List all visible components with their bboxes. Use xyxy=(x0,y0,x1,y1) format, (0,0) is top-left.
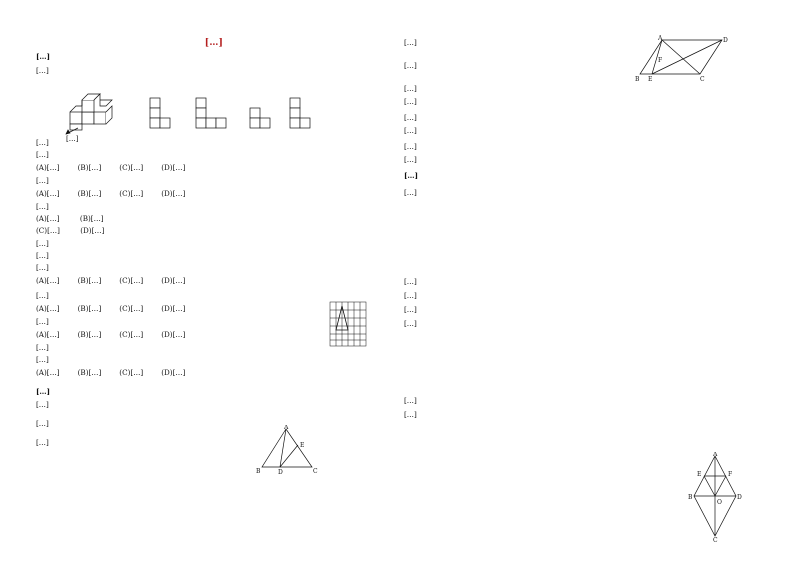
q2-choice-d: (D)[…] xyxy=(161,163,186,172)
tri-label-e: E xyxy=(300,442,305,449)
section-3-heading: […] xyxy=(404,171,418,180)
para-label-a: A xyxy=(658,35,663,42)
section-2-heading: […] xyxy=(36,387,50,396)
q2-choice-b: (B)[…] xyxy=(77,163,102,172)
question-7: […] xyxy=(36,317,49,326)
q7-choice-c: (C)[…] xyxy=(119,330,144,339)
question-11: […] xyxy=(36,438,49,447)
question-10: […] xyxy=(36,419,49,428)
tri-label-d: D xyxy=(278,469,283,475)
tri-label-b: B xyxy=(256,468,261,475)
question-5-line-1: […] xyxy=(36,239,49,248)
q4-choices-row-1 xyxy=(36,214,392,223)
q2-choice-a: (A)[…] xyxy=(36,163,60,172)
para-label-b: B xyxy=(635,76,640,82)
q8-choice-d: (D)[…] xyxy=(161,368,186,377)
q6-choice-d: (D)[…] xyxy=(161,304,186,313)
q3-choice-b: (B)[…] xyxy=(77,189,102,198)
rhombus-label-c: C xyxy=(713,537,718,542)
option-a-figure xyxy=(150,98,170,128)
question-2-line-2: […] xyxy=(36,150,49,159)
q4-choice-c: (C)[…] xyxy=(36,226,60,235)
option-d-figure xyxy=(290,98,310,128)
q8-choice-c: (C)[…] xyxy=(119,368,144,377)
q4-choice-b: (B)[…] xyxy=(79,214,104,223)
question-2-line-1: […] xyxy=(36,138,49,147)
q14-parallelogram-figure xyxy=(630,34,730,82)
rhombus-label-a: A xyxy=(713,452,718,458)
question-1: […] xyxy=(36,66,49,75)
option-b-figure xyxy=(196,98,226,128)
tri-label-c: C xyxy=(313,468,318,475)
q5-choice-a: (A)[…] xyxy=(36,276,60,285)
question-15-line-1: […] xyxy=(404,113,417,122)
q19-rhombus-figure xyxy=(688,452,742,542)
question-15-line-2: […] xyxy=(404,126,417,135)
question-9: […] xyxy=(36,400,49,409)
question-18-line-3: […] xyxy=(404,305,417,314)
q5-choice-d: (D)[…] xyxy=(161,276,186,285)
rhombus-label-f: F xyxy=(728,471,733,478)
q7-choice-d: (D)[…] xyxy=(161,330,186,339)
question-19-line-1: […] xyxy=(404,396,417,405)
question-16-line-1: […] xyxy=(404,142,417,151)
q5-grid-figure xyxy=(328,300,368,348)
q5-choice-c: (C)[…] xyxy=(119,276,144,285)
question-18-line-4: […] xyxy=(404,319,417,328)
question-4: […] xyxy=(36,202,49,211)
question-3: […] xyxy=(36,176,49,185)
q3-choice-d: (D)[…] xyxy=(161,189,186,198)
rhombus-label-d: D xyxy=(737,494,742,501)
page-title: […] xyxy=(204,38,224,48)
cube-solid-figure xyxy=(66,94,112,134)
q8-choice-b: (B)[…] xyxy=(77,368,102,377)
question-14-line-2: […] xyxy=(404,97,417,106)
q8-choice-a: (A)[…] xyxy=(36,368,60,377)
q3-choices xyxy=(36,189,392,198)
para-label-c: C xyxy=(700,76,705,82)
q4-choice-a: (A)[…] xyxy=(36,214,60,223)
question-19-line-2: […] xyxy=(404,410,417,419)
q2-choice-c: (C)[…] xyxy=(119,163,144,172)
rhombus-label-b: B xyxy=(688,494,693,501)
question-18-line-2: […] xyxy=(404,291,417,300)
q6-choice-c: (C)[…] xyxy=(119,304,144,313)
question-12: […] xyxy=(404,38,417,47)
q5-choice-b: (B)[…] xyxy=(77,276,102,285)
q3-choice-c: (C)[…] xyxy=(119,189,144,198)
para-label-f: F xyxy=(658,57,663,64)
question-5-line-3: […] xyxy=(36,263,49,272)
q8-choices xyxy=(36,368,392,377)
question-8-line-1: […] xyxy=(36,343,49,352)
question-17: […] xyxy=(404,188,417,197)
q6-choice-a: (A)[…] xyxy=(36,304,60,313)
front-label: […] xyxy=(66,135,79,142)
q2-choices xyxy=(36,163,392,172)
q4-choices-row-2 xyxy=(36,226,392,235)
question-18-line-1: […] xyxy=(404,277,417,286)
para-label-d: D xyxy=(723,37,728,44)
rhombus-label-o: O xyxy=(717,499,722,506)
q6-choice-b: (B)[…] xyxy=(77,304,102,313)
q5-choices xyxy=(36,276,392,285)
right-column xyxy=(404,38,760,419)
q7-choice-a: (A)[…] xyxy=(36,330,60,339)
question-16-line-2: […] xyxy=(404,155,417,164)
question-6: […] xyxy=(36,291,49,300)
q3-choice-a: (A)[…] xyxy=(36,189,60,198)
option-c-figure xyxy=(250,108,270,128)
q4-choice-d: (D)[…] xyxy=(80,226,105,235)
question-14-line-1: […] xyxy=(404,84,417,93)
rhombus-label-e: E xyxy=(697,471,702,478)
question-5-line-2: […] xyxy=(36,251,49,260)
q1-solid-figures xyxy=(60,90,320,142)
q8-triangle-figure xyxy=(256,425,320,475)
tri-label-a: A xyxy=(284,425,289,431)
para-label-e: E xyxy=(648,76,653,82)
section-1-heading: […] xyxy=(36,52,50,61)
question-8-line-2: […] xyxy=(36,355,49,364)
q7-choice-b: (B)[…] xyxy=(77,330,102,339)
question-13: […] xyxy=(404,61,417,70)
